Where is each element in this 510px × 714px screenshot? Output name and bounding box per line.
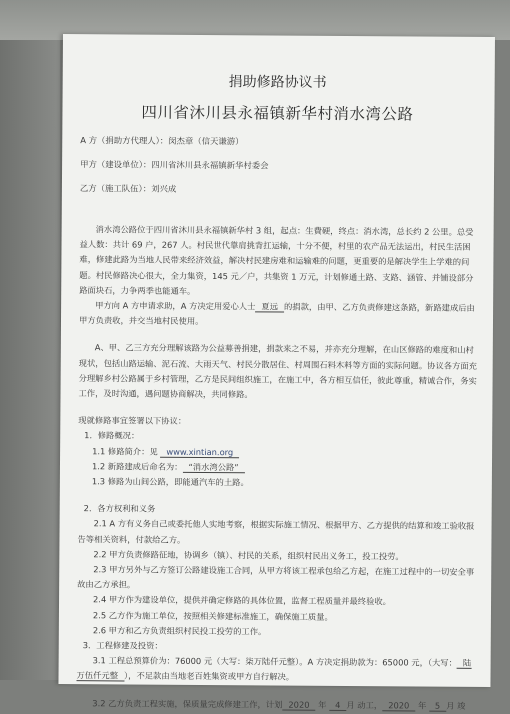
- section-3-2-mid: 月 动工，: [346, 699, 383, 710]
- paragraph-understanding: A、甲、乙三方充分理解该路为公益募善捐建，捐款来之不易，并亦充分理解，在山区修路的难度和山村现状，包括山路运输、泥石流、大雨天气、村民分散居住、村周围石料木料等方面的实际问题。协议各方面充分理解乡村公路属于乡村管理，乙方是民间组织施工，在施工中，各方相互信任，彼此尊重，精诚合作，务实工作，及时沟通，遇问题协商解决，共同修路。: [78, 342, 477, 400]
- section-3-2-text: 3.2 乙方负责工程实施，保质量完成修建工作，计划: [92, 697, 283, 710]
- agreement-intro: 现就修路事宜签署以下协议：: [78, 415, 187, 427]
- section-2-title: 2．各方权利和义务: [83, 503, 156, 514]
- section-3-title: 3．工程修建及投资：: [82, 640, 163, 651]
- donation-text-pre: 甲方向 A 方申请求助，A 方决定用爱心人士: [95, 300, 256, 312]
- section-1-1-label: 1.1 修路简介：见: [92, 445, 161, 457]
- donation-amount-written: 陆万伍仟元整: [76, 658, 472, 681]
- section-3-1-post: ），不足款由当地老百姓集资或甲方自行解决。: [123, 670, 295, 683]
- website-link[interactable]: www.xintian.org: [160, 446, 239, 458]
- section-3-2-post: 月 竣: [446, 700, 466, 711]
- document-page: [58, 34, 495, 711]
- section-2-5: 2.5 乙方作为施工单位，按照相关修建标准施工，确保施工质量。: [92, 609, 333, 622]
- donor-name: 夏远: [255, 301, 284, 312]
- section-2-2: 2.2 甲方负责修路征地，协调乡（镇）、村民的关系，组织村民出义务工，投工投劳。: [93, 549, 404, 562]
- section-1-3: 1.3 修路为山间公路，即能通汽车的土路。: [91, 476, 249, 488]
- paragraph-donation: [79, 298, 479, 331]
- section-3-1: [76, 653, 476, 686]
- road-name: “消水湾公路”: [182, 462, 244, 473]
- section-2-6: 2.6 甲方和乙方负责组织村民投工投劳的工作。: [92, 625, 267, 637]
- end-year: 2020: [382, 700, 415, 711]
- party-yi: 乙方（施工队伍）：刘兴成: [79, 183, 177, 194]
- end-month: 5: [429, 700, 446, 711]
- donation-text-post: 的捐款，由甲、乙方负责修建这条路，新路建成后由甲方负责收，并交当地村民使用。: [78, 301, 475, 327]
- section-1-2-label: 1.2 新路建成后命名为：: [91, 461, 183, 472]
- document-title: 捐助修路协议书: [228, 74, 327, 91]
- section-1-title: 1．修路概况：: [84, 430, 140, 441]
- section-2-4: 2.4 甲方作为建设单位，提供并确定修路的具体位置，监督工程质量并最终验收。: [93, 594, 392, 607]
- party-a: A 方（捐助方代理人）：闵杰章（信天谦游）: [80, 135, 244, 147]
- section-3-1-text: 3.1 工程总预算价为：76000 元（大写：柒万陆仟元整）。A 方决定捐助款为：65000 元，（大写：: [92, 655, 457, 669]
- document-body: [76, 60, 481, 714]
- section-2-1: 2.1 A 方有义务自己或委托他人实地考察，根据实际施工情况、根据甲方、乙方提供的结算和竣工验收报告等相关资料，付款给乙方。: [77, 518, 475, 545]
- section-3-2: 3.2 乙方负责工程实施，保质量完成修建工作，计划 2020 年 4 月 动工， 2020 年 5 月 竣: [92, 697, 466, 711]
- party-jia: 甲方（建设单位）：四川省沐川县永福镇新华村委会: [80, 159, 269, 171]
- background-left: [0, 0, 60, 680]
- start-year: 2020: [282, 699, 315, 710]
- section-2-3: 2.3 甲方另外与乙方签订公路建设施工合同，从甲方将该工程承包给乙方起，在施工过程中的一切安全事故由乙方承担。: [77, 564, 475, 590]
- document-subtitle: 四川省沐川县永福镇新华村消水湾公路: [141, 103, 414, 124]
- start-month: 4: [329, 700, 346, 711]
- paragraph-road-intro: 消水湾公路位于四川省沐川县永福镇新华村 3 组，起点：生費硬，终点：消水湾，总长约 2 公里。总受益人数：共计 69 户，267 人。村民世代靠肩挑背扛运输，十分不便，村里的农产品无法运出，村民生活困难，修建此路为当地人民带来经济效益，解决村民建房难和运输难的问题，更重要的是解决学生上学难的问题。村民修路决心很大，全力集资，145 元／户，共集资 1 万元，计划修通土路、支路、涵管、并铺设部分路面块石，力争两季也能通车。: [79, 224, 474, 296]
